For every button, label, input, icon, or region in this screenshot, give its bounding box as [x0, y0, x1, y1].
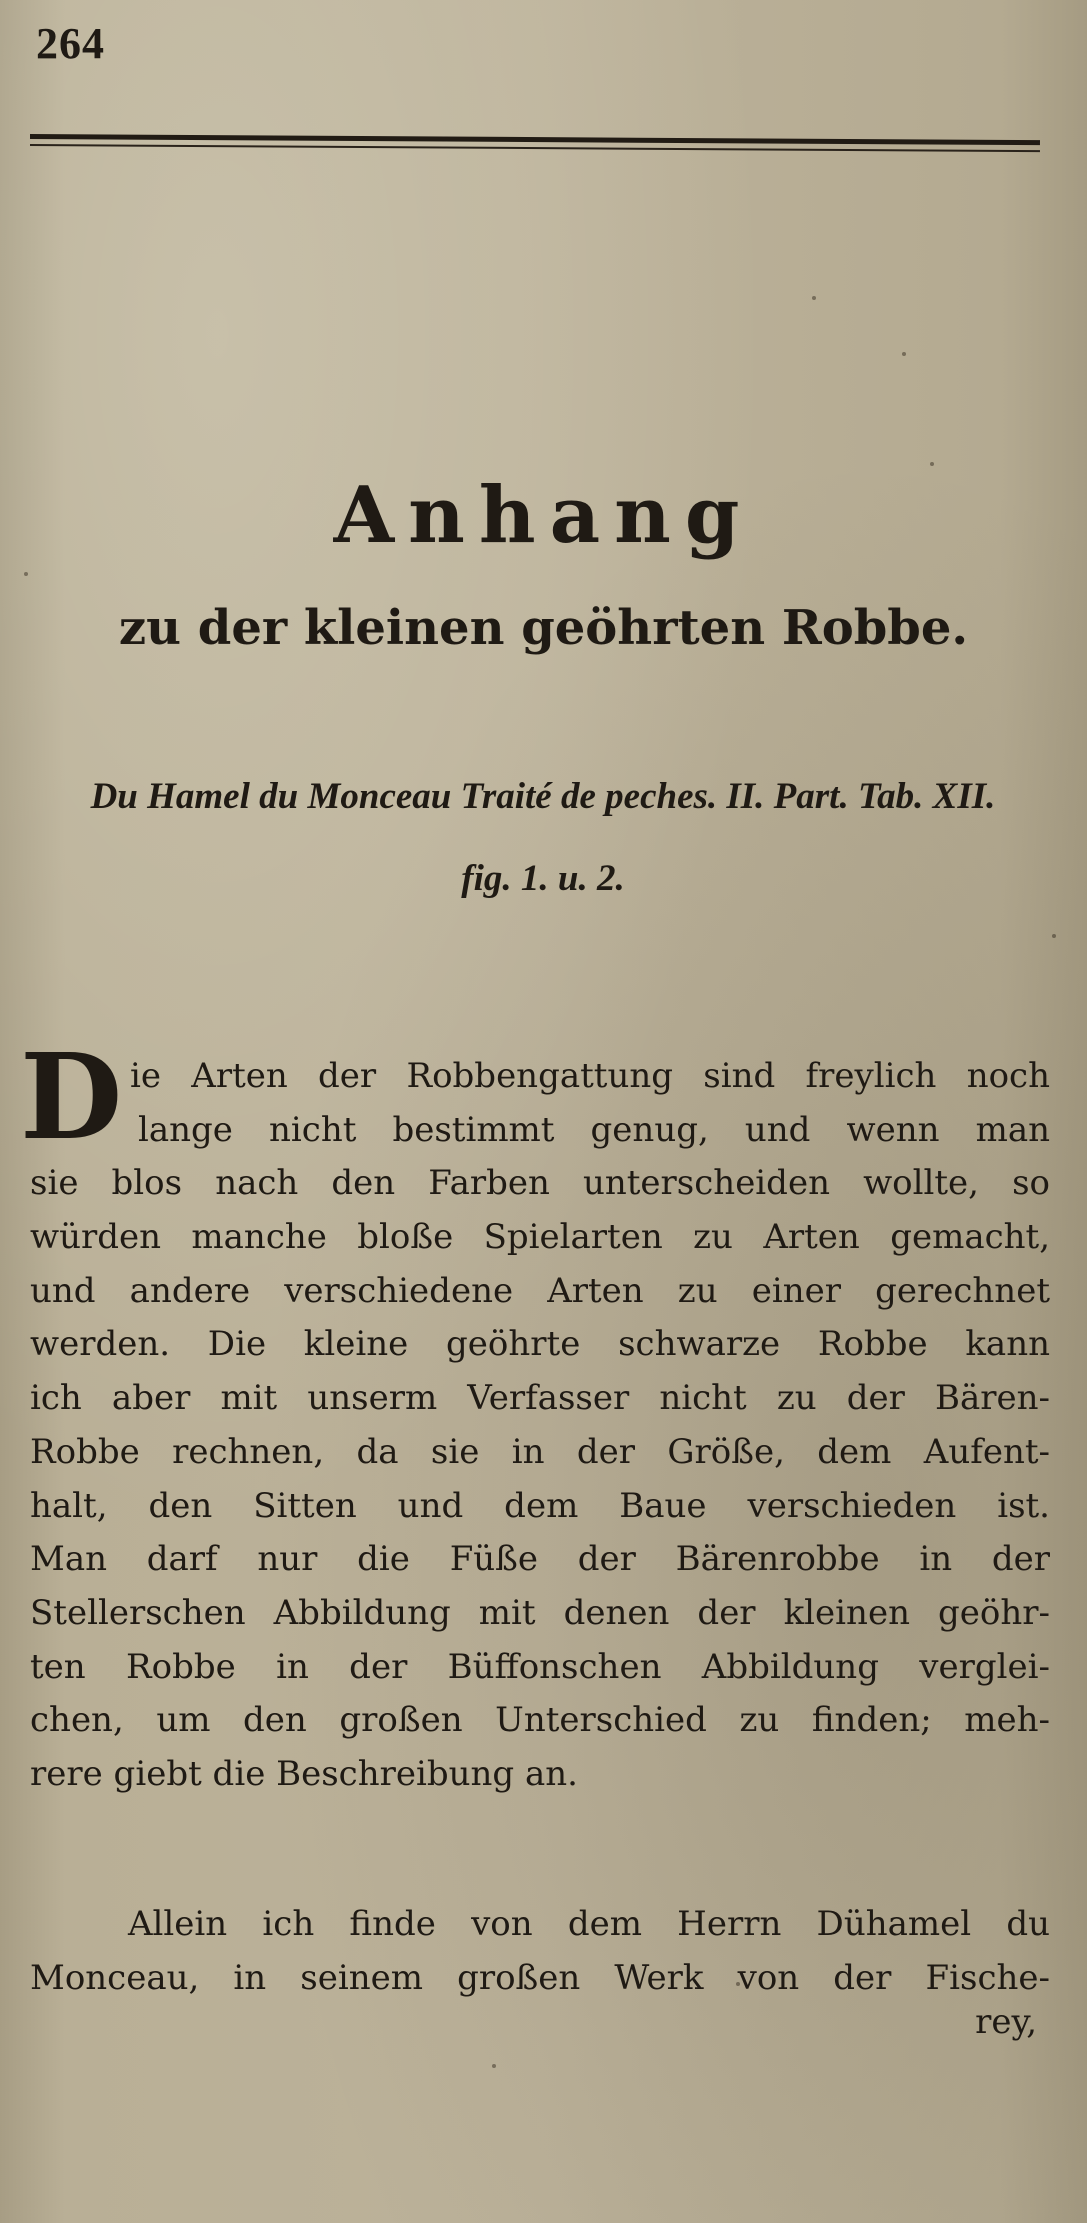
text-line: sie blos nach den Farben unterscheiden wollte, so: [30, 1163, 1050, 1204]
text-line: halt, den Sitten und dem Baue verschieden ist.: [30, 1485, 1050, 1526]
header-rule-thin: [30, 144, 1040, 152]
text-line: Man darf nur die Füße der Bärenrobbe in der: [30, 1539, 1050, 1580]
text-line: Monceau, in seinem großen Werk von der Fische-: [30, 1958, 1050, 1998]
text-line: würden manche bloße Spielarten zu Arten gemacht,: [30, 1217, 1050, 1258]
text-line: Allein ich finde von dem Herrn Dühamel du: [128, 1904, 1050, 1944]
header-rule-thick: [30, 134, 1040, 145]
paper-speck: [24, 572, 28, 576]
paper-speck: [1052, 934, 1056, 938]
text-line: ie Arten der Robbengattung sind freylich noch: [130, 1056, 1050, 1096]
paper-speck: [736, 1982, 740, 1986]
text-line: chen, um den großen Unterschied zu finden; meh-: [30, 1700, 1050, 1741]
section-title: Anhang: [333, 470, 754, 561]
paragraph-2: [30, 1897, 1050, 2005]
text-line: Robbe rechnen, da sie in der Größe, dem Aufent-: [30, 1431, 1050, 1472]
paper-speck: [930, 462, 934, 466]
paper-speck: [902, 352, 906, 356]
page-number: 264: [36, 19, 105, 68]
text-line: ich aber mit unserm Verfasser nicht zu der Bären-: [30, 1378, 1050, 1419]
text-line: Stellerschen Abbildung mit denen der kleinen geöhr-: [30, 1592, 1050, 1633]
bibliographic-reference: [28, 756, 1058, 920]
reference-line: Du Hamel du Monceau Traité de peches. II. Part. Tab. XII.: [90, 776, 996, 817]
text-line: werden. Die kleine geöhrte schwarze Robbe kann: [30, 1324, 1050, 1365]
text-line: ten Robbe in der Büffonschen Abbildung verglei-: [30, 1646, 1050, 1687]
section-subtitle: zu der kleinen geöhrten Robbe.: [118, 600, 969, 656]
text-line: und andere verschiedene Arten zu einer gerechnet: [30, 1270, 1050, 1311]
text-line: rere giebt die Beschreibung an.: [30, 1753, 578, 1794]
drop-cap: D: [20, 1027, 123, 1166]
paragraph-1: [30, 1050, 1050, 1802]
paper-speck: [492, 2064, 496, 2068]
catchword: rey,: [975, 2002, 1037, 2042]
reference-line: fig. 1. u. 2.: [461, 858, 625, 899]
header-rule: [30, 134, 1040, 148]
text-line: lange nicht bestimmt genug, und wenn man: [138, 1109, 1050, 1150]
paper-speck: [812, 296, 816, 300]
